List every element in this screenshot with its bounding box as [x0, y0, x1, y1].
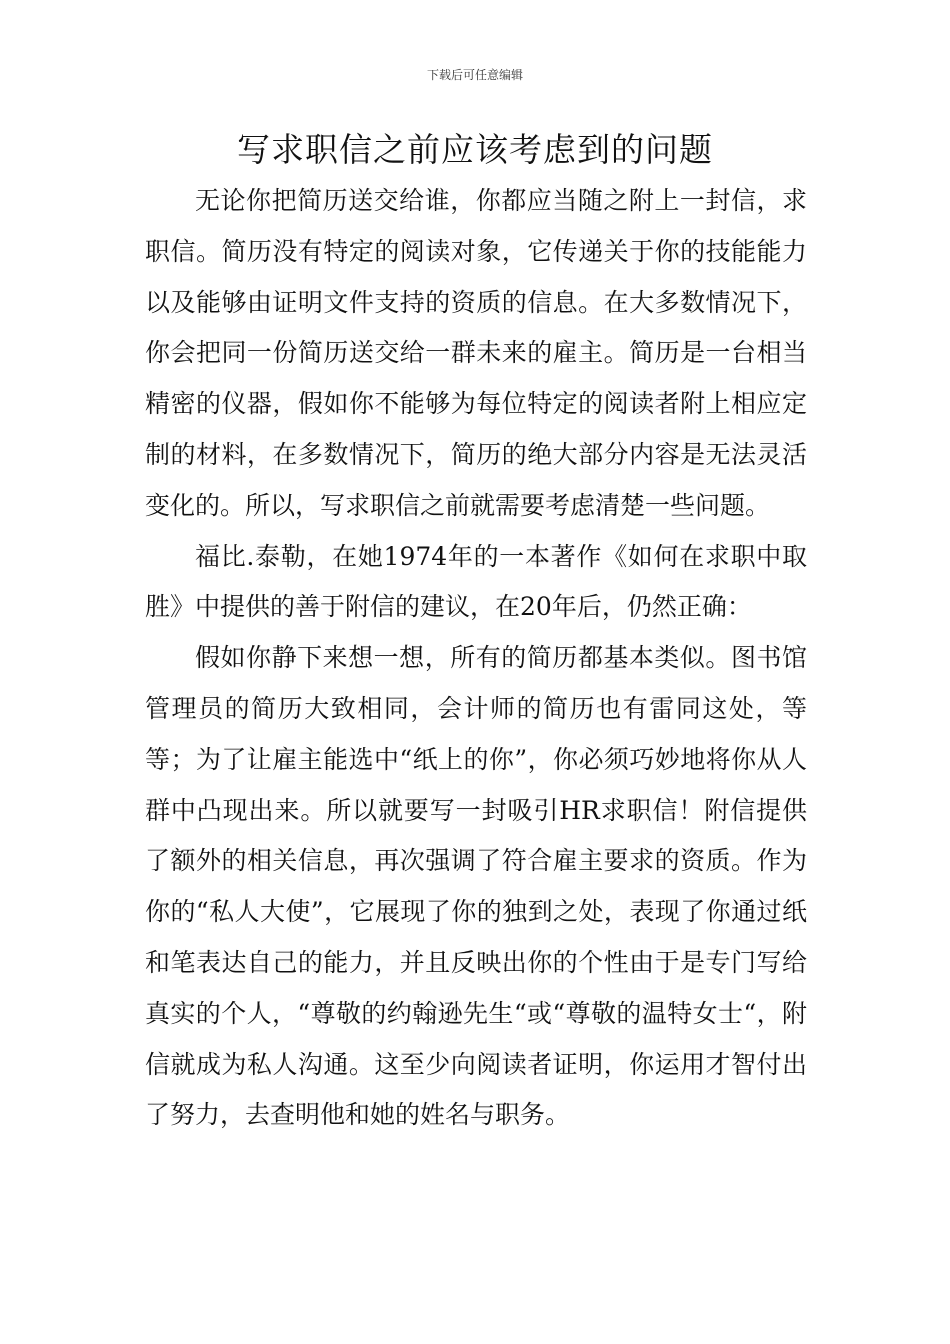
- paragraph-2: 福比.泰勒，在她1974年的一本著作《如何在求职中取胜》中提供的善于附信的建议，在20年后，仍然正确：: [145, 541, 807, 622]
- paragraph-3: 假如你静下来想一想，所有的简历都基本类似。图书馆管理员的简历大致相同，会计师的简历也有雷同这处，等等；为了让雇主能选中“纸上的你”，你必须巧妙地将你从人群中凸现出来。所以就要写一封吸引HR求职信！附信提供了额外的相关信息，再次强调了符合雇主要求的资质。作为你的“私人大使”，它展现了你的独到之处，表现了你通过纸和笔表达自己的能力，并且反映出你的个性由于是专门写给真实的个人，“尊敬的约翰逊先生“或“尊敬的温特女士“，附信就成为私人沟通。这至少向阅读者证明，你运用才智付出了努力，去查明他和她的姓名与职务。: [145, 643, 807, 1130]
- header-note: 下载后可任意编辑: [426, 68, 523, 82]
- document-body: [145, 176, 807, 1141]
- paragraph-1: 无论你把简历送交给谁，你都应当随之附上一封信，求职信。简历没有特定的阅读对象，它传递关于你的技能能力以及能够由证明文件支持的资质的信息。在大多数情况下，你会把同一份简历送交给一群未来的雇主。简历是一台相当精密的仪器，假如你不能够为每位特定的阅读者附上相应定制的材料，在多数情况下，简历的绝大部分内容是无法灵活变化的。所以，写求职信之前就需要考虑清楚一些问题。: [145, 186, 807, 520]
- document-title: 写求职信之前应该考虑到的问题: [237, 130, 713, 169]
